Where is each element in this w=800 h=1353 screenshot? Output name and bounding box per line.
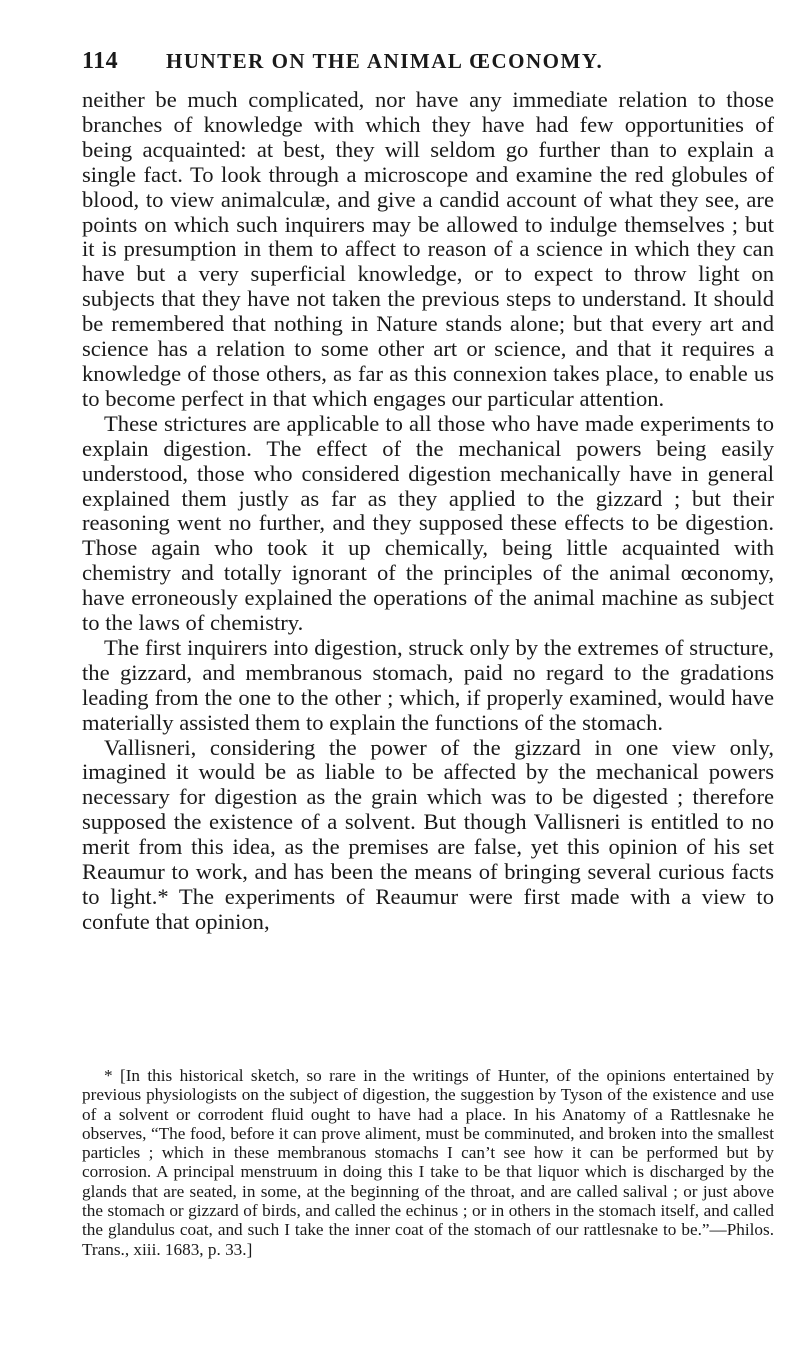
body-text xyxy=(82,88,774,935)
paragraph-1: neither be much complicated, nor have any immediate relation to those branches of knowledge with which they have had few opportunities of being acquainted: at best, they will seldom go further than to explain a single fact. To look through a microscope and examine the red globules of blood, to view animalculæ, and give a candid account of what they see, are points on which such inquirers may be allowed to indulge themselves ; but it is presumption in them to affect to reason of a science in which they can have but a very superficial knowledge, or to expect to throw light on subjects that they have not taken the previous steps to understand. It should be remembered that nothing in Nature stands alone; but that every art and science has a relation to some other art or science, and that it requires a knowledge of those others, as far as this connexion takes place, to enable us to become perfect in that which engages our particular attention. xyxy=(82,87,774,411)
footnote-text: * [In this historical sketch, so rare in the writings of Hunter, of the opinions entertained by previous physiologists on the subject of digestion, the suggestion by Tyson of the existence and use of a solvent or corrodent fluid ought to have had a place. In his Anatomy of a Rattlesnake he observes, “The food, before it can prove aliment, must be comminuted, and broken into the smallest particles ; which in these membranous stomachs I can’t see how it can be performed but by corrosion. A principal menstruum in doing this I take to be that liquor which is discharged by the glands that are seated, in some, at the beginning of the throat, and are called salival ; or just above the stomach or gizzard of birds, and called the echinus ; or in others in the stomach itself, and called the glandulus coat, and such I take the inner coat of the stomach of our rattlesnake to be.”—Philos. Trans., xiii. 1683, p. 33.] xyxy=(82,1066,774,1259)
paragraph-4: Vallisneri, considering the power of the gizzard in one view only, imagined it would be as liable to be affected by the mechanical powers necessary for digestion as the grain which was to be digested ; therefore supposed the existence of a solvent. But though Vallisneri is entitled to no merit from this idea, as the premises are false, yet this opinion of his set Reaumur to work, and has been the means of bringing several curious facts to light.* The experiments of Reaumur were first made with a view to confute that opinion, xyxy=(82,734,774,934)
running-head: HUNTER ON THE ANIMAL ŒCONOMY. xyxy=(166,49,604,73)
page-header xyxy=(82,48,772,82)
paragraph-2: These strictures are applicable to all those who have made experiments to explain digestion. The effect of the mechanical powers being easily understood, those who considered digestion mechanically have in general explained them justly as far as they applied to the gizzard ; but their reasoning went no further, and they supposed these effects to be digestion. Those again who took it up chemically, being little acquainted with chemistry and totally ignorant of the principles of the animal œconomy, have erroneously explained the operations of the animal machine as subject to the laws of chemistry. xyxy=(82,410,774,636)
paragraph-3: The first inquirers into digestion, struck only by the extremes of structure, the gizzard, and membranous stomach, paid no regard to the gradations leading from the one to the other ; which, if properly examined, would have materially assisted them to explain the functions of the stomach. xyxy=(82,634,774,735)
page-number: 114 xyxy=(82,48,119,74)
footnote xyxy=(82,1066,774,1259)
